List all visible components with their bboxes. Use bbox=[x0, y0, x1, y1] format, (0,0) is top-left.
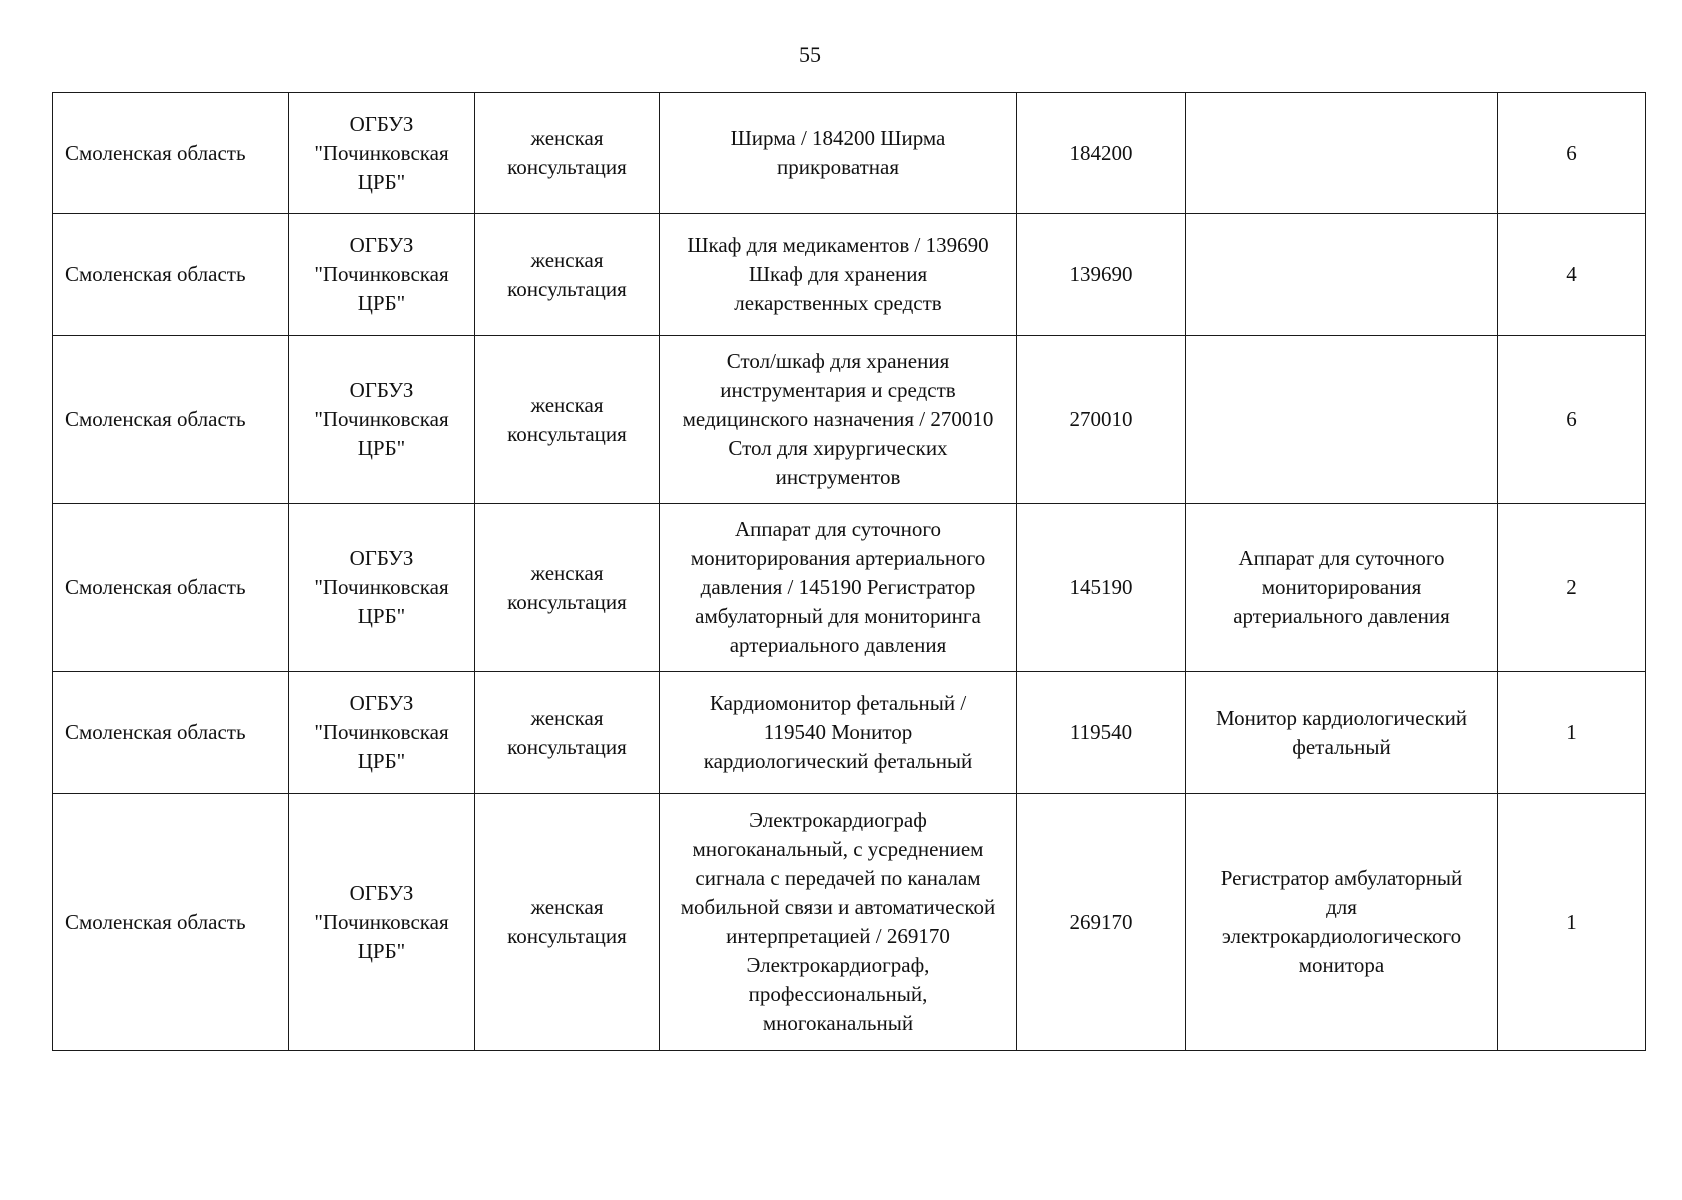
table-row bbox=[53, 504, 1646, 672]
institution-cell bbox=[289, 794, 475, 1051]
equipment-line: Электрокардиограф, bbox=[746, 953, 930, 977]
equipment-line: Шкаф для хранения bbox=[748, 262, 928, 286]
code-cell: 145190 bbox=[1017, 504, 1186, 672]
analog-line: Регистратор амбулаторный bbox=[1220, 866, 1463, 890]
department-cell bbox=[475, 504, 660, 672]
code-cell: 139690 bbox=[1017, 214, 1186, 336]
analog-cell bbox=[1186, 672, 1498, 794]
institution-line: ЦРБ" bbox=[357, 604, 406, 628]
region-cell: Смоленская область bbox=[53, 672, 289, 794]
department-cell bbox=[475, 214, 660, 336]
department-line: женская bbox=[530, 126, 604, 150]
institution-line: ЦРБ" bbox=[357, 436, 406, 460]
table-row bbox=[53, 93, 1646, 214]
analog-cell bbox=[1186, 214, 1498, 336]
equipment-table bbox=[52, 92, 1646, 1051]
region-cell: Смоленская область bbox=[53, 504, 289, 672]
analog-cell bbox=[1186, 504, 1498, 672]
institution-cell bbox=[289, 336, 475, 504]
analog-cell bbox=[1186, 794, 1498, 1051]
institution-line: ОГБУЗ bbox=[349, 691, 414, 715]
institution-line: ОГБУЗ bbox=[349, 546, 414, 570]
institution-line: ЦРБ" bbox=[357, 291, 406, 315]
equipment-cell bbox=[660, 672, 1017, 794]
institution-line: ЦРБ" bbox=[357, 938, 406, 963]
code-cell: 270010 bbox=[1017, 336, 1186, 504]
department-cell bbox=[475, 336, 660, 504]
department-line: консультация bbox=[507, 734, 627, 759]
institution-cell bbox=[289, 504, 475, 672]
institution-line: "Починковская bbox=[314, 262, 449, 286]
quantity-cell: 6 bbox=[1498, 93, 1646, 214]
equipment-cell bbox=[660, 504, 1017, 672]
analog-cell bbox=[1186, 336, 1498, 504]
equipment-line: давления / 145190 Регистратор bbox=[700, 575, 976, 599]
page-number: 55 bbox=[799, 42, 821, 67]
department-line: консультация bbox=[507, 155, 627, 179]
equipment-line: медицинского назначения / 270010 bbox=[682, 407, 994, 431]
equipment-line: артериального давления bbox=[729, 633, 947, 657]
table-row bbox=[53, 672, 1646, 794]
department-line: женская bbox=[530, 247, 604, 272]
analog-line: Монитор кардиологический bbox=[1215, 705, 1468, 730]
equipment-line: сигнала с передачей по каналам bbox=[695, 866, 981, 890]
institution-line: ОГБУЗ bbox=[349, 880, 414, 905]
department-line: женская bbox=[530, 560, 604, 585]
equipment-cell bbox=[660, 214, 1017, 336]
code-cell: 269170 bbox=[1017, 794, 1186, 1051]
equipment-line: инструментария и средств bbox=[720, 378, 956, 402]
table-row bbox=[53, 336, 1646, 504]
equipment-line: амбулаторный для мониторинга bbox=[695, 604, 981, 628]
table-row bbox=[53, 214, 1646, 336]
department-line: женская bbox=[530, 392, 604, 417]
department-line: женская bbox=[530, 895, 604, 919]
analog-line: электрокардиологического bbox=[1221, 924, 1462, 948]
department-line: консультация bbox=[507, 276, 627, 301]
institution-cell bbox=[289, 214, 475, 336]
table-row bbox=[53, 794, 1646, 1051]
equipment-line: интерпретацией / 269170 bbox=[726, 924, 950, 948]
institution-line: ОГБУЗ bbox=[349, 111, 414, 136]
equipment-line: лекарственных средств bbox=[734, 291, 942, 315]
equipment-line: мобильной связи и автоматической bbox=[680, 895, 996, 919]
department-line: консультация bbox=[507, 421, 627, 446]
table-body bbox=[53, 93, 1646, 1051]
institution-cell bbox=[289, 93, 475, 214]
equipment-line: Стол для хирургических bbox=[728, 436, 948, 460]
institution-line: ОГБУЗ bbox=[349, 233, 414, 257]
equipment-line: Аппарат для суточного bbox=[734, 517, 942, 541]
analog-line: Аппарат для суточного bbox=[1238, 546, 1445, 570]
analog-cell bbox=[1186, 93, 1498, 214]
equipment-line: кардиологический фетальный bbox=[703, 749, 973, 773]
analog-line: для bbox=[1326, 895, 1357, 919]
equipment-line: многоканальный bbox=[762, 1011, 914, 1035]
code-cell: 119540 bbox=[1017, 672, 1186, 794]
analog-line: мониторирования bbox=[1261, 575, 1422, 599]
institution-line: "Починковская bbox=[314, 909, 449, 934]
equipment-line: Ширма / 184200 Ширма bbox=[730, 126, 946, 150]
analog-line: монитора bbox=[1298, 953, 1385, 977]
institution-line: "Починковская bbox=[314, 140, 449, 165]
equipment-cell bbox=[660, 93, 1017, 214]
equipment-line: многоканальный, с усреднением bbox=[692, 837, 984, 861]
department-line: женская bbox=[530, 705, 604, 730]
equipment-line: мониторирования артериального bbox=[690, 546, 986, 570]
analog-line: артериального давления bbox=[1233, 604, 1450, 628]
region-cell: Смоленская область bbox=[53, 794, 289, 1051]
equipment-cell bbox=[660, 336, 1017, 504]
institution-line: ОГБУЗ bbox=[349, 378, 414, 402]
institution-line: "Починковская bbox=[314, 407, 449, 431]
quantity-cell: 1 bbox=[1498, 672, 1646, 794]
equipment-line: профессиональный, bbox=[748, 982, 928, 1006]
code-cell: 184200 bbox=[1017, 93, 1186, 214]
equipment-line: прикроватная bbox=[777, 155, 899, 179]
equipment-line: Кардиомонитор фетальный / bbox=[709, 691, 967, 715]
equipment-line: Стол/шкаф для хранения bbox=[726, 349, 950, 373]
equipment-line: 119540 Монитор bbox=[763, 720, 913, 744]
equipment-line: Шкаф для медикаментов / 139690 bbox=[687, 233, 989, 257]
department-cell bbox=[475, 794, 660, 1051]
analog-line: фетальный bbox=[1292, 734, 1391, 759]
institution-line: "Починковская bbox=[314, 575, 449, 599]
quantity-cell: 2 bbox=[1498, 504, 1646, 672]
equipment-line: Электрокардиограф bbox=[749, 808, 927, 832]
institution-line: ЦРБ" bbox=[357, 749, 406, 773]
equipment-line: инструментов bbox=[775, 465, 901, 489]
quantity-cell: 6 bbox=[1498, 336, 1646, 504]
department-cell bbox=[475, 672, 660, 794]
quantity-cell: 4 bbox=[1498, 214, 1646, 336]
department-cell bbox=[475, 93, 660, 214]
region-cell: Смоленская область bbox=[53, 336, 289, 504]
institution-line: "Починковская bbox=[314, 720, 449, 744]
equipment-cell bbox=[660, 794, 1017, 1051]
institution-cell bbox=[289, 672, 475, 794]
region-cell: Смоленская область bbox=[53, 93, 289, 214]
department-line: консультация bbox=[507, 924, 627, 948]
department-line: консультация bbox=[507, 589, 627, 614]
quantity-cell: 1 bbox=[1498, 794, 1646, 1051]
region-cell: Смоленская область bbox=[53, 214, 289, 336]
institution-line: ЦРБ" bbox=[357, 169, 406, 194]
